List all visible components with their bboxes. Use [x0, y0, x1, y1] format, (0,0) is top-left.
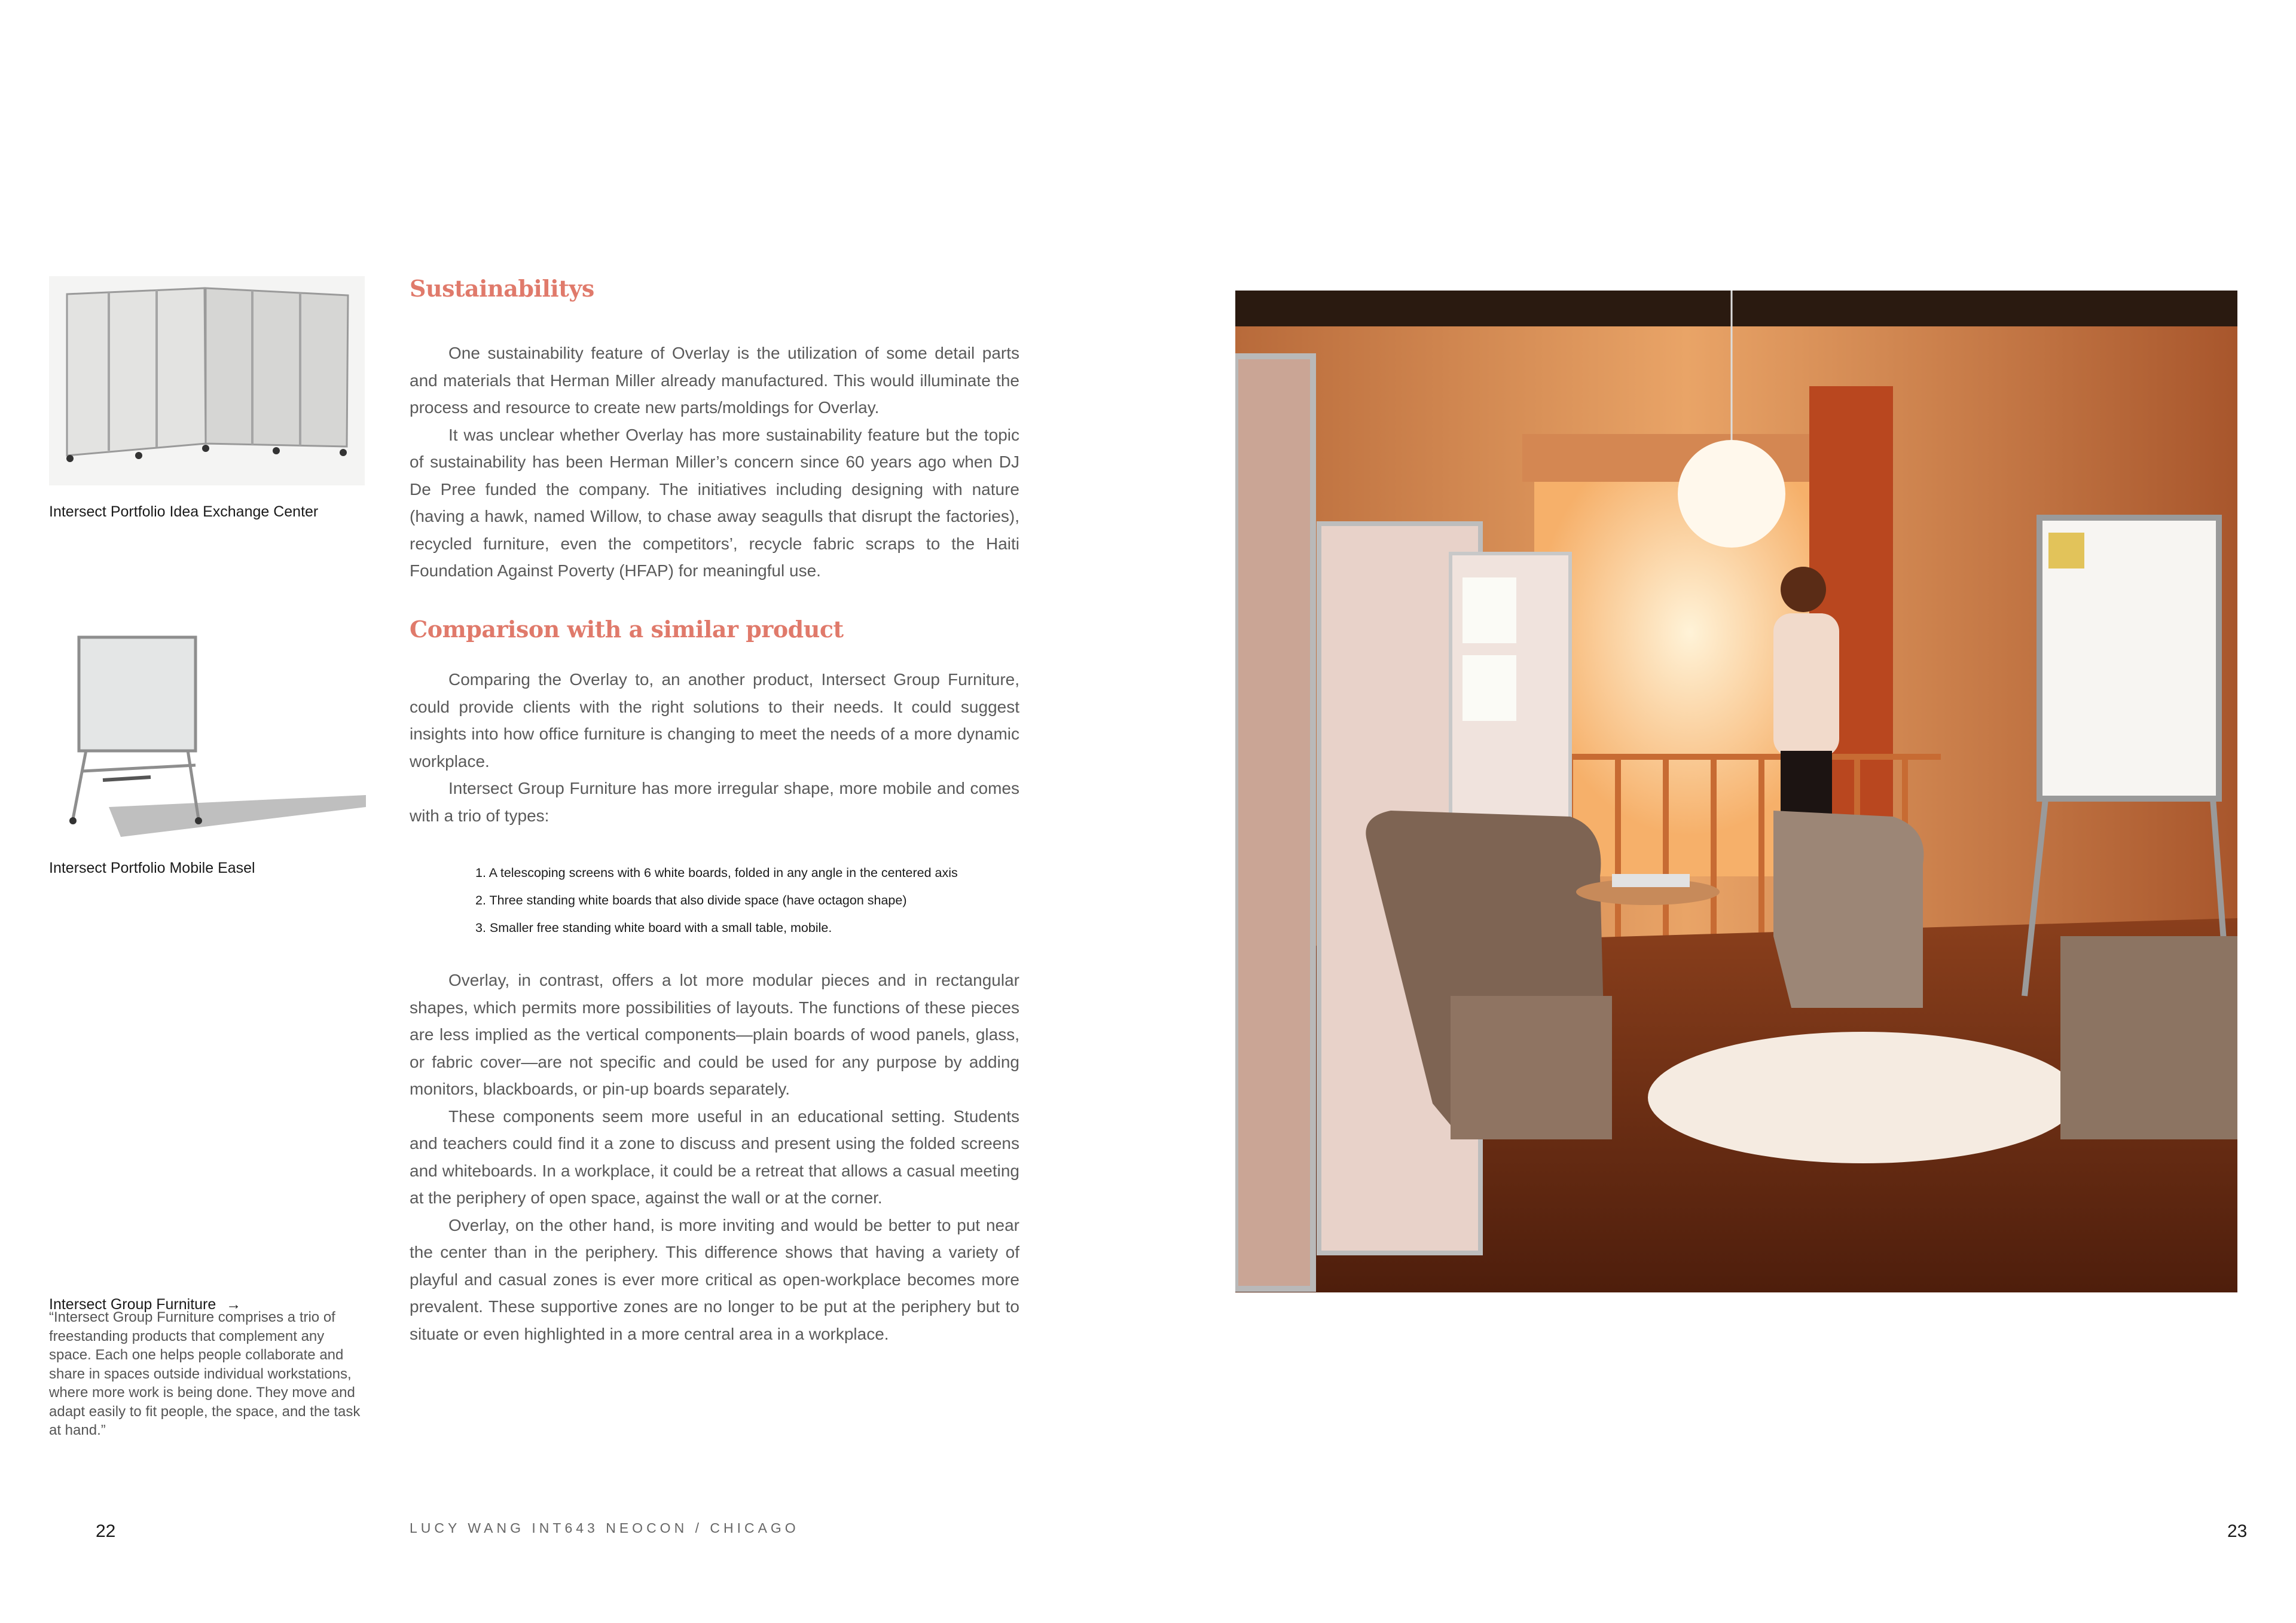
- thumbnail-mobile-easel: [49, 628, 366, 837]
- comparison-body-intro: [410, 666, 1019, 829]
- mobile-easel-illustration: [49, 628, 366, 837]
- comparison-paragraph-1: Comparing the Overlay to, an another product, Intersect Group Furniture, could provide clients with the right solutions to their needs. It could suggest insights into how office furniture is changing to meet the needs of a more dynamic workplace.: [410, 670, 1019, 771]
- caption-mobile-easel: Intersect Portfolio Mobile Easel: [49, 860, 255, 876]
- list-item: 2. Three standing white boards that also divide space (have octagon shape): [475, 893, 907, 907]
- folding-screens-illustration: [49, 276, 365, 485]
- heading-comparison: Comparison with a similar product: [410, 616, 844, 643]
- comparison-body-after: [410, 967, 1019, 1347]
- list-item: 1. A telescoping screens with 6 white boards, folded in any angle in the centered axis: [475, 866, 958, 880]
- caption-idea-exchange-center: Intersect Portfolio Idea Exchange Center: [49, 503, 319, 520]
- comparison-paragraph-4: These components seem more useful in an educational setting. Students and teachers could find it a zone to discuss and present using the folded screens and whiteboards. In a workplace, it could be a retreat that allows a casual meeting at the periphery of open space, against the wall or at the corner.: [410, 1107, 1019, 1207]
- page-number-left: 22: [96, 1521, 116, 1541]
- sustainability-body: [410, 340, 1019, 585]
- list-item: 3. Smaller free standing white board with a small table, mobile.: [475, 921, 832, 935]
- comparison-paragraph-2: Intersect Group Furniture has more irregular shape, more mobile and comes with a trio of types:: [410, 779, 1019, 825]
- running-footer-title: LUCY WANG INT643 NEOCON / CHICAGO: [410, 1520, 799, 1536]
- comparison-paragraph-5: Overlay, on the other hand, is more inviting and would be better to put near the center than in the periphery. This difference shows that having a variety of playful and casual zones is ever more critical as open-workplace becomes more prevalent. These supportive zones are no longer to be put at the periphery but to situate or even highlighted in a more central area in a workplace.: [410, 1215, 1019, 1343]
- heading-sustainability: Sustainabilitys: [410, 275, 594, 302]
- thumbnail-idea-exchange-center: [49, 276, 365, 485]
- intersect-types-list: [475, 859, 958, 942]
- office-scene-photo: [1235, 291, 2237, 1292]
- group-furniture-quote: “Intersect Group Furniture comprises a trio of freestanding products that complement any space. Each one helps people collaborate and share in spaces outside individual workstations, where more work is being done. They move and adapt easily to fit people, the space, and the task at hand.”: [49, 1309, 361, 1438]
- arrow-right-icon: →: [226, 1296, 242, 1313]
- sustainability-paragraph-1: One sustainability feature of Overlay is the utilization of some detail parts and materials that Herman Miller already manufactured. This would illuminate the process and resource to create new parts/moldings for Overlay.: [410, 344, 1019, 417]
- page-number-right: 23: [2227, 1521, 2248, 1541]
- caption-group-furniture-text: Intersect Group Furniture: [49, 1296, 216, 1313]
- comparison-paragraph-3: Overlay, in contrast, offers a lot more modular pieces and in rectangular shapes, which permits more possibilities of layouts. The functions of these pieces are less implied as the vertical components—plain boards of wood panels, glass, or fabric cover—are not specific and could be used for any purpose by adding monitors, blackboards, or pin-up boards separately.: [410, 971, 1019, 1098]
- office-scene-illustration: [1235, 291, 2237, 1292]
- sustainability-paragraph-2: It was unclear whether Overlay has more sustainability feature but the topic of sustainability has been Herman Miller’s concern since 60 years ago when DJ De Pree funded the company. The initiatives including designing with nature (having a hawk, named Willow, to chase away seagulls that disrupt the factories), recycled furniture, even the competitors’, recycle fabric scraps to the Haiti Foundation Against Poverty (HFAP) for meaningful use.: [410, 425, 1019, 580]
